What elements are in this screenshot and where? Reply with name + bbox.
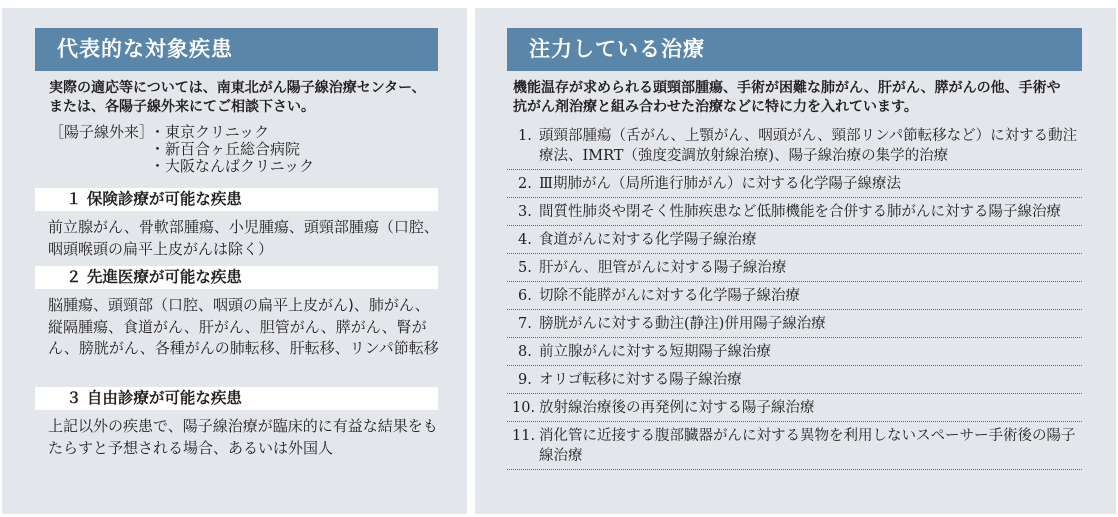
treatment-number: 10. [512,400,536,416]
treatment-number: 4. [518,232,532,248]
treatment-text: 前立腺がんに対する短期陽子線治療 [539,344,771,360]
treatment-number: 2. [518,176,532,192]
treatment-item [507,310,1082,338]
treatment-item [507,122,1082,170]
treatment-item [507,394,1082,422]
treatment-text: 消化管に近接する腹部臓器がんに対する異物を利用しないスペーサー手術後の陽子線治療 [539,428,1076,464]
treatment-item [507,422,1082,470]
right-panel-title: 注力している治療 [507,28,1082,71]
right-panel [475,8,1116,514]
treatment-item [507,198,1082,226]
treatment-item [507,170,1082,198]
section-heading-insurance: １ 保険診療が可能な疾患 [35,188,438,211]
section-body-insurance: 前立腺がん、骨軟部腫瘍、小児腫瘍、頭頸部腫瘍（口腔、咽頭喉頭の扁平上皮がんは除く） [48,218,439,258]
treatment-item [507,254,1082,282]
treatment-text: 間質性肺炎や閉そく性肺疾患など低肺機能を合併する肺がんに対する陽子線治療 [539,204,1061,220]
treatment-text: 放射線治療後の再発例に対する陽子線治療 [539,400,815,416]
treatment-text: 膀胱がんに対する動注(静注)併用陽子線治療 [539,316,826,332]
left-intro-line: または、各陽子線外来にてご相談下さい。 [49,99,315,115]
section-body-free: 上記以外の疾患で、陽子線治療が臨床的に有益な結果をもたらすと予想される場合、あるいは外国人 [48,417,438,457]
clinic-item: ・大阪なんばクリニック [150,157,315,175]
section-body-advanced: 脳腫瘍、頭頸部（口腔、咽頭の扁平上皮がん)、肺がん、縦隔腫瘍、食道がん、肝がん、胆管がん、膵がん、腎がん、膀胱がん、各種がんの肺転移、肝転移、リンパ節転移 [48,296,439,357]
treatment-number: 7. [518,316,532,332]
clinic-list [150,124,314,175]
left-panel-title: 代表的な対象疾患 [35,28,438,71]
clinic-label: ［陽子線外来］ [49,123,155,141]
treatment-number: 8. [518,344,532,360]
right-intro [513,79,1061,117]
right-intro-line: 抗がん剤治療と組み合わせた治療などに特に力を入れています。 [513,99,918,115]
left-intro-line: 実際の適応等については、南東北がん陽子線治療センター、 [49,80,426,96]
left-intro [49,79,426,117]
treatment-item [507,226,1082,254]
left-panel [2,8,467,514]
treatment-number: 3. [518,204,532,220]
right-intro-line: 機能温存が求められる頭頸部腫瘍、手術が困難な肺がん、肝がん、膵がんの他、手術や [513,80,1061,96]
treatment-item [507,338,1082,366]
treatment-text: 切除不能膵がんに対する化学陽子線治療 [539,288,800,304]
treatment-number: 6. [518,288,532,304]
clinic-item: ・新百合ヶ丘総合病院 [150,140,301,158]
treatment-number: 1. [518,128,532,144]
clinic-item: ・東京クリニック [150,123,270,141]
treatment-text: Ⅲ期肺がん（局所進行肺がん）に対する化学陽子線療法 [539,176,901,192]
section-heading-advanced: ２ 先進医療が可能な疾患 [35,266,438,289]
treatment-item [507,366,1082,394]
treatment-list [507,122,1082,470]
treatment-item [507,282,1082,310]
treatment-text: 食道がんに対する化学陽子線治療 [539,232,757,248]
treatment-text: 頭頸部腫瘍（舌がん、上顎がん、咽頭がん、頸部リンパ節転移など）に対する動注療法、IMRT（強度変調放射線治療)、陽子線治療の集学的治療 [539,128,1078,164]
treatment-number: 11. [512,428,536,444]
treatment-text: 肝がん、胆管がんに対する陽子線治療 [539,260,787,276]
treatment-number: 9. [518,372,532,388]
treatment-text: オリゴ転移に対する陽子線治療 [539,372,742,388]
section-heading-free: ３ 自由診療が可能な疾患 [35,387,438,410]
treatment-number: 5. [518,260,532,276]
